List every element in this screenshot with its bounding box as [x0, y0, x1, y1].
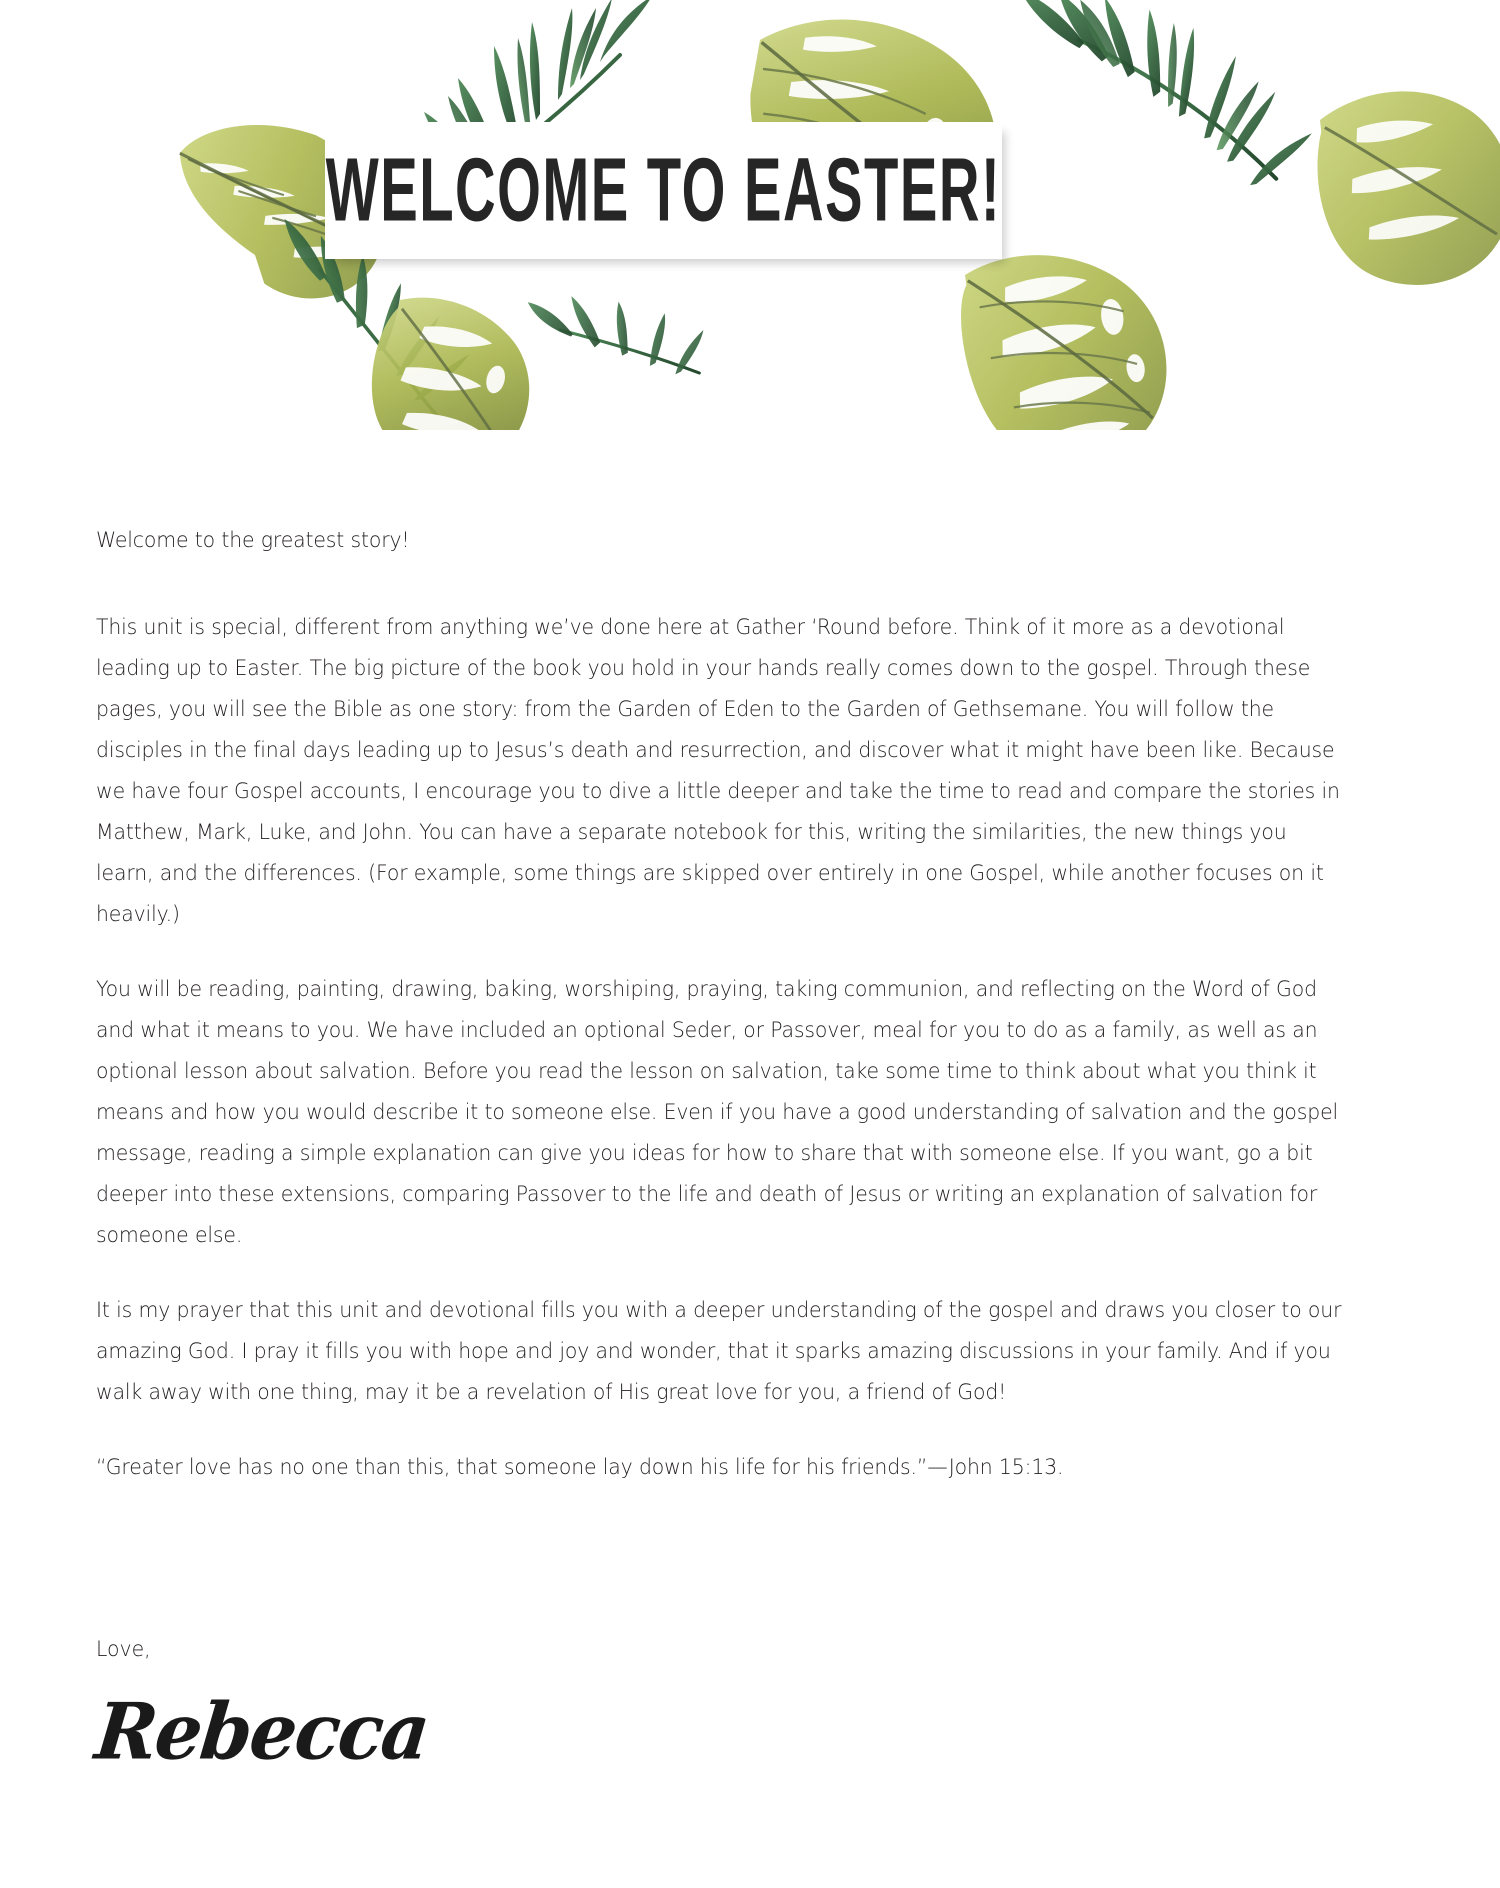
paragraph-activities: You will be reading, painting, drawing, baking, worshiping, praying, taking communion, and reflecting on the Word of God and what it means to you. We have included an optional Seder, or Passover, meal for you to do as a family, as well as an optional lesson about salvation. Before you read the lesson on salvation, take some time to think about what you think it means and how you would describe it to someone else. Even if you have a good understanding of salvation and the gospel message, reading a simple explanation can give you ideas for how to share that with someone else. If you want, go a bit deeper into these extensions, comparing Passover to the life and death of Jesus or writing an explanation of salvation for someone else. — [96, 977, 1339, 1248]
monstera-leaf-bottom-left — [352, 287, 548, 430]
letter-body — [96, 520, 1351, 1488]
signoff-block — [91, 1635, 696, 1778]
paragraph-greeting: Welcome to the greatest story! — [96, 528, 410, 553]
monstera-leaf-bottom-right — [952, 238, 1179, 430]
paragraph-unit-overview: This unit is special, different from anything we’ve done here at Gather ‘Round before. Think of it more as a devotional leading up to Easter. The big picture of the book you hold in your hands really comes down to the gospel. Through these pages, you will see the Bible as one story: from the Garden of Eden to the Garden of Gethsemane. You will follow the disciples in the final days leading up to Jesus’s death and resurrection, and discover what it might have been like. Because we have four Gospel accounts, I encourage you to dive a little deeper and take the time to read and compare the stories in Matthew, Mark, Luke, and John. You can have a separate notebook for this, writing the similarities, the new things you learn, and the differences. (For example, some things are skipped over entirely in one Gospel, while another focuses on it heavily.) — [96, 615, 1340, 927]
signoff-label: Love, — [96, 1637, 151, 1662]
title-banner — [325, 122, 1002, 259]
page-title: WELCOME TO EASTER! — [325, 139, 1002, 241]
scripture-quote: “Greater love has no one than this, that someone lay down his life for his friends.”—John 15:13. — [96, 1455, 1064, 1480]
paragraph-prayer: It is my prayer that this unit and devotional fills you with a deeper understanding of the gospel and draws you closer to our amazing God. I pray it fills you with hope and joy and wonder, that it sparks amazing discussions in your family. And if you walk away with one thing, may it be a revelation of His great love for you, a friend of God! — [96, 1298, 1342, 1405]
signature-rebecca: Rebecca — [91, 1686, 433, 1778]
monstera-leaf-far-right — [1310, 81, 1500, 295]
palm-frond-right — [999, 0, 1327, 193]
palm-sprig-bottom-center — [528, 279, 709, 396]
